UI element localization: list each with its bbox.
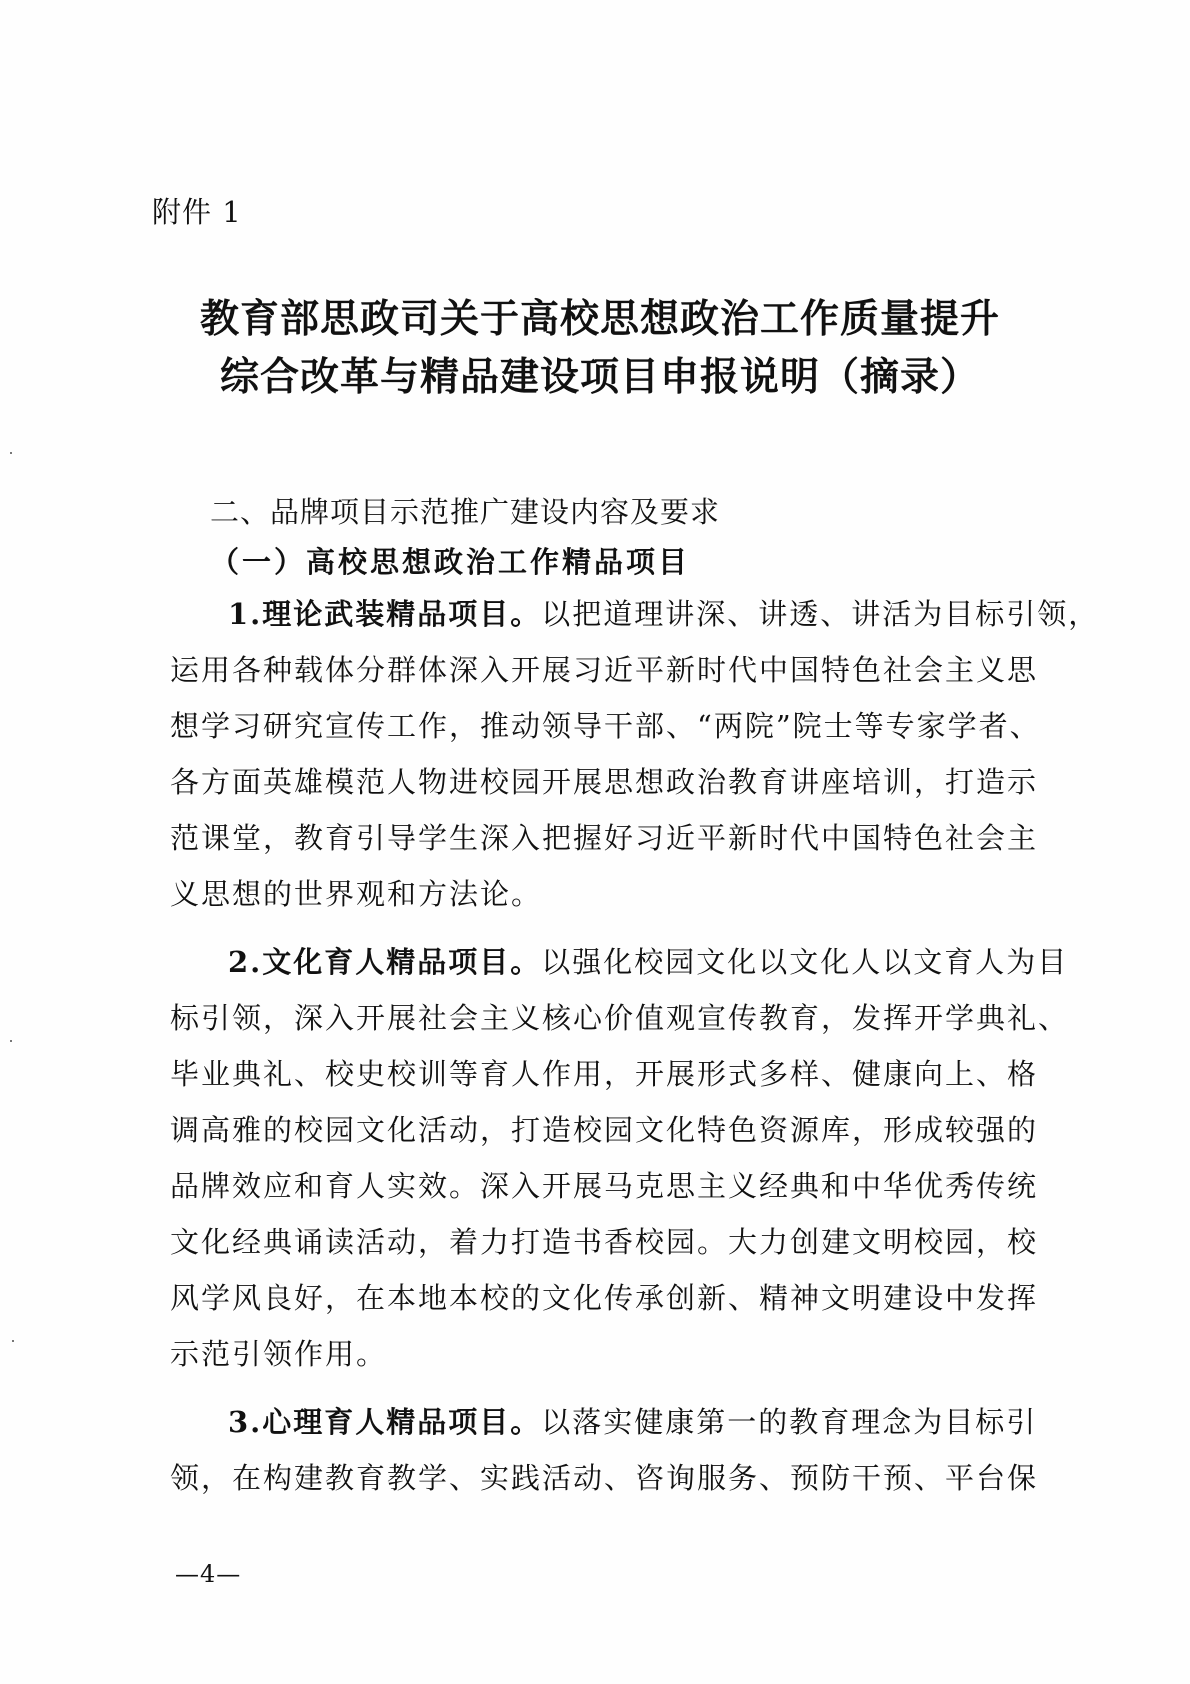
paragraph-line: 品牌效应和育人实效。深入开展马克思主义经典和中华优秀传统 — [170, 1169, 1039, 1203]
section-heading: 二、品牌项目示范推广建设内容及要求 — [210, 495, 721, 529]
paragraph-line: 毕业典礼、校史校训等育人作用，开展形式多样、健康向上、格 — [170, 1057, 1039, 1091]
document-title — [160, 290, 1040, 406]
paragraph-line: 运用各种载体分群体深入开展习近平新时代中国特色社会主义思 — [170, 653, 1039, 687]
paragraph-line: 风学风良好，在本地本校的文化传承创新、精神文明建设中发挥 — [170, 1281, 1039, 1315]
paragraph-line: 想学习研究宣传工作，推动领导干部、“两院”院士等专家学者、 — [170, 709, 1041, 743]
title-line-2: 综合改革与精品建设项目申报说明（摘录） — [219, 354, 980, 400]
scan-mark — [10, 1040, 12, 1042]
attachment-label: 附件 1 — [152, 195, 242, 229]
paragraph-line: 示范引领作用。 — [170, 1337, 388, 1371]
paragraph-line: 范课堂，教育引导学生深入把握好习近平新时代中国特色社会主 — [170, 821, 1039, 855]
paragraph-line: 调高雅的校园文化活动，打造校园文化特色资源库，形成较强的 — [170, 1113, 1039, 1147]
paragraph-line: 文化经典诵读活动，着力打造书香校园。大力创建文明校园，校 — [170, 1225, 1039, 1259]
paragraph-line: 领，在构建教育教学、实践活动、咨询服务、预防干预、平台保 — [170, 1461, 1039, 1495]
paragraph-line: 标引领，深入开展社会主义核心价值观宣传教育，发挥开学典礼、 — [170, 1001, 1070, 1035]
paragraph-line: 2.文化育人精品项目。以强化校园文化以文化人以文育人为目 — [228, 945, 1069, 979]
paragraph-lead: 3.心理育人精品项目。 — [228, 1405, 542, 1439]
paragraph-line: 3.心理育人精品项目。以落实健康第一的教育理念为目标引 — [228, 1405, 1038, 1439]
paragraph-lead: 2.文化育人精品项目。 — [228, 945, 542, 979]
paragraph-culture — [170, 934, 1070, 1382]
paragraph-line: 义思想的世界观和方法论。 — [170, 877, 543, 911]
paragraph-line: 各方面英雄模范人物进校园开展思想政治教育讲座培训，打造示 — [170, 765, 1039, 799]
title-line-1: 教育部思政司关于高校思想政治工作质量提升 — [199, 296, 1000, 342]
paragraph-psychology — [170, 1394, 1040, 1506]
page-number: —4— — [175, 1560, 242, 1588]
scan-mark — [12, 1340, 14, 1342]
paragraph-lead: 1.理论武装精品项目。 — [228, 597, 542, 631]
paragraph-theory — [170, 586, 1100, 922]
sub-heading: （一）高校思想政治工作精品项目 — [210, 545, 691, 579]
scan-mark — [10, 452, 12, 454]
paragraph-line: 1.理论武装精品项目。以把道理讲深、讲透、讲活为目标引领， — [228, 597, 1100, 631]
